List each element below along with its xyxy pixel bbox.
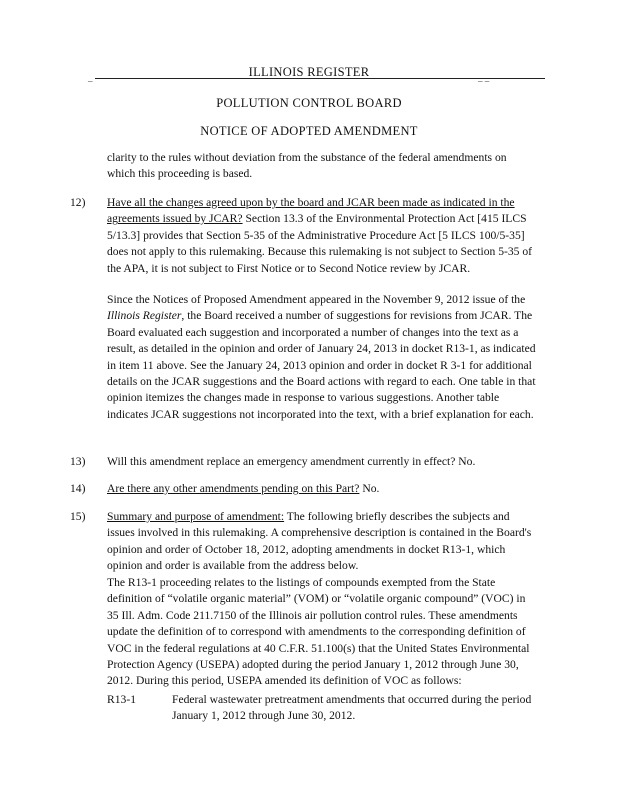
- header-mark-right: _ _: [478, 73, 490, 83]
- item-13-number: 13): [70, 455, 86, 468]
- item-14-number: 14): [70, 482, 86, 495]
- item-12-paragraph-2: [107, 292, 537, 423]
- item-14-question: Are there any other amendments pending on this Part?: [107, 482, 360, 495]
- docket-description: Federal wastewater pretreatment amendments that occurred during the period January 1, 2012 through June 30, 2012.: [172, 693, 532, 723]
- item-12-para2-b: , the Board received a number of suggestions for revisions from JCAR. The Board evaluated each suggestion and incorporated a number of changes into the text as a result, as detailed in the opinion and order of January 24, 2013 in docket R13-1, as indicated in item 11 above. See the January 24, 2013 opinion and order in docket R 3-1 for additional details on the JCAR suggestions and the Board actions with regard to each. One table in that opinion itemizes the changes made in response to various suggestions. Another table indicates JCAR suggestions not incorporated into the text, with a brief explanation for each.: [107, 309, 536, 421]
- header-rule: [95, 78, 545, 79]
- item-15-paragraph-1: [107, 509, 537, 575]
- board-title: POLLUTION CONTROL BOARD: [216, 96, 402, 110]
- item-14-paragraph: [107, 481, 537, 497]
- item-15-para1: The following briefly describes the subjects and issues involved in this rulemaking. A comprehensive description is contained in the Board's opinion and order of October 18, 2012, adopting amendments in docket R13-1, which opinion and order is available from the address below.: [107, 510, 532, 573]
- item-13-question: Will this amendment replace an emergency amendment currently in effect?: [107, 455, 456, 468]
- item-12-question: Have all the changes agreed upon by the board and JCAR been made as indicated in the agreements issued by JCAR?: [107, 196, 515, 226]
- item-15-heading: Summary and purpose of amendment:: [107, 510, 285, 523]
- item-15-paragraph-2: The R13-1 proceeding relates to the listings of compounds exempted from the State definition of “volatile organic material” (VOM) or “volatile organic compound” (VOC) in 35 Ill. Adm. Code 211.7150 of the Illinois air pollution control rules. These amendments update the definition of to correspond with amendments to the corresponding definition of VOC in the federal regulations at 40 C.F.R. 51.100(s) that the United States Environmental Protection Agency (USEPA) adopted during the period January 1, 2012 through June 30, 2012. During this period, USEPA amended its definition of VOC as follows:: [107, 576, 530, 688]
- item-12-para2-a: Since the Notices of Proposed Amendment appeared in the November 9, 2012 issue of the: [107, 293, 526, 306]
- docket-label: R13-1: [107, 693, 136, 706]
- item-15-number: 15): [70, 510, 86, 523]
- item-12-answer: Section 13.3 of the Environmental Protection Act [415 ILCS 5/13.3] provides that Section 5-35 of the Administrative Procedure Act [5 ILCS 100/5-35] does not apply to this rulemaking. Because this rulemaking is not subject to Section 5-35 of the APA, it is not subject to First Notice or to Second Notice review by JCAR.: [107, 212, 533, 275]
- intro-continuation: clarity to the rules without deviation from the substance of the federal amendments on which this proceeding is based.: [107, 151, 507, 181]
- item-12-para2-italic: Illinois Register: [107, 309, 182, 323]
- item-12-paragraph: [107, 195, 537, 277]
- item-12-number: 12): [70, 196, 86, 209]
- header-mark-left: _: [88, 73, 93, 83]
- item-13-paragraph: [107, 454, 537, 470]
- notice-title: NOTICE OF ADOPTED AMENDMENT: [200, 124, 418, 138]
- item-13-answer: No.: [458, 455, 476, 468]
- item-14-answer: No.: [362, 482, 380, 495]
- register-title: ILLINOIS REGISTER: [248, 65, 370, 79]
